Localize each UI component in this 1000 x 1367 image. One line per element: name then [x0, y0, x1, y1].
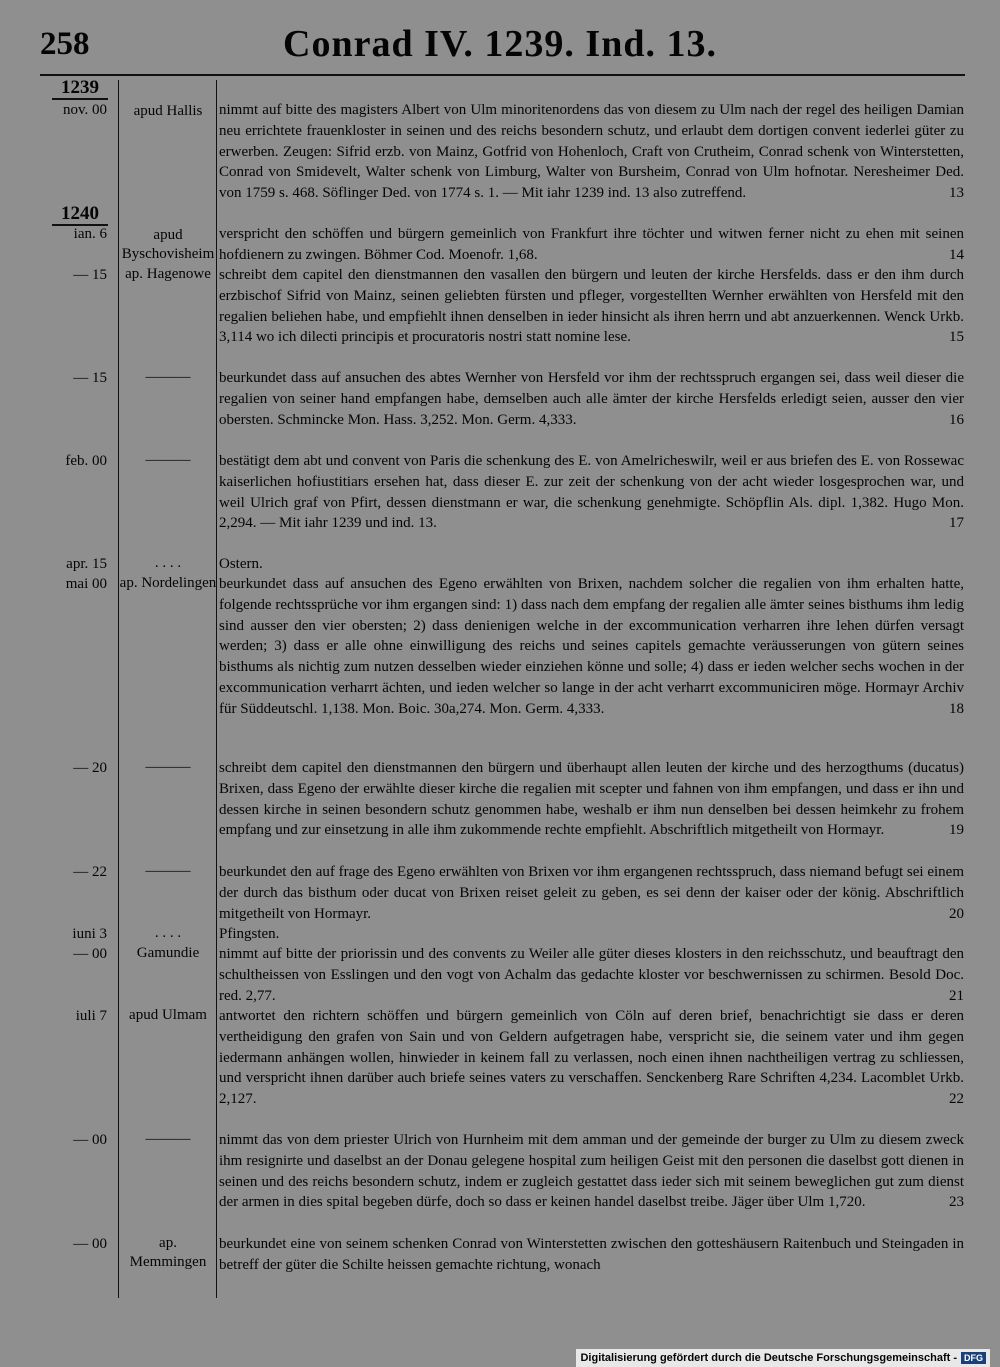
entry-date: ian. 6 — [73, 226, 107, 242]
entry-date: — 00 — [73, 1236, 107, 1252]
entry-text: verspricht den schöffen und bürgern gemeinlich von Frankfurt ihre töchter und witwen ferner nicht zu ehen mit seinen hofdienern zu zwingen. Böhmer Cod. Moenofr. 1,68. 14 — [219, 224, 964, 266]
entry-text: nimmt auf bitte der priorissin und des convents zu Weiler alle güter dieses klosters in den reichsschutz, und beauftragt den schultheissen von Esslingen und den vogt von Achalm das gedachte kloster vor beschwernissen zu schirmen. Besold Doc. red. 2,77. 21 — [219, 944, 964, 1006]
entry-text: schreibt dem capitel den dienstmannen den vasallen den bürgern und leuten der kirche Hersfelds. dass er den ihm durch erzbischof Sifrid von Mainz, seinen geliebten fürsten und pfleger, vorgestellten Wernher erwählten von Hersfeld mit den regalien beliehen habe, und empfiehlt ihnen denselben in ieder hinsicht als ihren herrn und abt anzuerkennen. Wenck Urkb. 3,114 wo ich dilecti principis et procuratoris nostri statt nomine lese. 15 — [219, 265, 964, 348]
entry-number: 18 — [949, 700, 964, 717]
entry-date: iuli 7 — [75, 1008, 107, 1024]
year-heading: 1240 — [52, 204, 108, 226]
entry-text: beurkundet eine von seinem schenken Conrad von Winterstetten zwischen den gotteshäusern Raitenbuch und Steingaden in betreff der güter die Schilte heissen gemachte richtung, wonach — [219, 1236, 964, 1273]
page-number: 258 — [40, 26, 90, 62]
page-header — [0, 22, 1000, 72]
entry-place: Gamundie — [136, 945, 200, 961]
entry-number: 15 — [949, 329, 964, 346]
entry-text: Ostern. — [219, 556, 263, 572]
entry-text: beurkundet dass auf ansuchen des abtes Wernher von Hersfeld vor ihm der rechtsspruch ergangen sei, dass weil dieser die regalien von seiner hand empfangen habe, demselben auch alle ämter der kirche Hersfelds erledigt seien, ausser den vier obersten. Schmincke Mon. Hass. 3,252. Mon. Germ. 4,333. 16 — [219, 368, 964, 430]
entry-date: — 20 — [73, 760, 107, 776]
entry-place: apud Hallis — [133, 103, 203, 119]
entry-number: 21 — [949, 987, 964, 1004]
entry-place: ——— — [145, 863, 191, 879]
entry-place: . . . . — [154, 555, 182, 571]
entry-date: — 00 — [73, 946, 107, 962]
entry-date: — 15 — [73, 267, 107, 283]
entry-text: nimmt auf bitte des magisters Albert von Ulm minoritenordens das von diesem zu Ulm nach der regel des heiligen Damian neu errichtete frauenkloster in seinen und des reichs besondern schutz, und erlaubt dem dortigen convent iederlei güter zu erwerben. Zeugen: Sifrid erzb. von Mainz, Gotfrid von Hohenloch, Craft von Crutheim, Conrad schenk von Winterstetten, Conrad von Smidevelt, Walter schenk von Limburg, Walter von Bursheim, Conrad von Ulm hofnotar. Neresheimer Ded. von 1759 s. 468. Söflinger Ded. von 1774 s. 1. — Mit iahr 1239 ind. 13 also zutreffend. 13 — [219, 100, 964, 204]
regesta-table — [40, 77, 965, 1298]
entry-place: apud Ulmam — [129, 1007, 207, 1023]
entry-number: 13 — [949, 185, 964, 202]
entry-place: ap. Nordelingen — [119, 575, 217, 591]
entry-date: apr. 15 — [66, 556, 107, 572]
entry-text: beurkundet dass auf ansuchen des Egeno erwählten von Brixen, nachdem solcher die regalien von ihm erhalten hatte, folgende rechtssprüche vor ihm ergangen sind: 1) dass nach dem empfang der regalien alle ämter seines bisthums ihm ledig sind ausser den vier obersten; 2) dass denienigen welche in der excommunication verharren ihre lehen dürfen versagt werden; 3) dass er alle ohne einwilligung des reichs und seines capitels gemachte veräusserungen von gütern seines bisthums als nichtig zum nutzen desselben wieder einziehen könne und solle; 4) dass er ieden welcher sechs wochen in der excommunication verharrt ächten, und ieden welcher so lange in der acht verharrt excommuniciren möge. Hormayr Archiv für Süddeutschl. 1,138. Mon. Boic. 30a,274. Mon. Germ. 4,333. 18 — [219, 574, 964, 720]
footer-credit — [576, 1349, 990, 1367]
entry-number: 20 — [949, 905, 964, 922]
entry-text: beurkundet den auf frage des Egeno erwählten von Brixen vor ihm ergangenen rechtsspruch, dass niemand befugt sei einem der durch das bisthum oder ducat von Brixen reiset geleit zu geben, es sei denn der kaiser oder der könig. Abschriftlich mitgetheilt von Hormayr. 20 — [219, 862, 964, 924]
dfg-logo: DFG — [961, 1352, 986, 1364]
entry-number: 23 — [949, 1194, 964, 1211]
entry-number: 16 — [949, 411, 964, 428]
entry-date: — 22 — [73, 864, 107, 880]
entry-date: iuni 3 — [72, 926, 107, 942]
entry-number: 14 — [949, 246, 964, 263]
entry-place: ——— — [145, 369, 191, 385]
running-title: Conrad IV. 1239. Ind. 13. — [283, 23, 717, 65]
entry-date: — 15 — [73, 370, 107, 386]
entry-text: bestätigt dem abt und convent von Paris die schenkung des E. von Amelricheswilr, weil er aus briefen des E. von Rossewac kaiserlichen hofiustitiars ersehen hat, dass dieser E. zur zeit der schenkung von der acht wieder losgesprochen war, und weil Ulrich graf von Pfirt, dessen dienstmann er war, die schenkung genehmigte. Schöpflin Als. dipl. 1,382. Hugo Mon. 2,294. — Mit iahr 1239 und ind. 13. 17 — [219, 451, 964, 534]
entry-place: . . . . — [154, 925, 182, 941]
entry-date: — 00 — [73, 1132, 107, 1148]
year-heading: 1239 — [52, 78, 108, 100]
entry-number: 22 — [949, 1091, 964, 1108]
entry-date: mai 00 — [65, 576, 107, 592]
entry-place: ——— — [145, 1131, 191, 1147]
entry-text: antwortet den richtern schöffen und bürgern gemeinlich von Cöln auf deren brief, benachrichtigt sie dass er deren vertheidigung den grafen von Sain und von Geldern aufgetragen habe, verspricht sie, die seinem vater und ihm gegen iedermann anhängen wollen, hinwieder in keinem fall zu verlassen, noch einen ihnen nachtheiligen vertrag zu schliessen, und verspricht ihnen darüber auch briefe seines vaters zu verschaffen. Senckenberg Rare Schriften 4,234. Lacomblet Urkb. 2,127. 22 — [219, 1006, 964, 1110]
entry-text: schreibt dem capitel den dienstmannen den bürgern und überhaupt allen leuten der kirche und des herzogthums (ducatus) Brixen, dass Egeno der erwählte dieser kirche die regalien mit scepter und fahnen von ihm empfangen, und dass er ihn und dessen kirche in seinen besondern schutz genommen habe, weshalb er ihm nun denselben bei dessen heimkehr zu frohem empfang und zur einsetzung in alle ihm zukommende rechte empfiehlt. Abschriftlich mitgetheilt von Hormayr. 19 — [219, 758, 964, 841]
footer-text: Digitalisierung gefördert durch die Deutsche Forschungsgemeinschaft - — [580, 1352, 957, 1364]
entry-place: ——— — [145, 759, 191, 775]
entry-number: 19 — [949, 822, 964, 839]
entry-date: feb. 00 — [65, 453, 107, 469]
entry-text: Pfingsten. — [219, 926, 280, 942]
entry-place: ——— — [145, 452, 191, 468]
entry-place: ap. Hagenowe — [125, 266, 211, 282]
entry-date: nov. 00 — [62, 102, 107, 118]
entry-place: ap. Memmingen — [129, 1235, 207, 1270]
entry-text: nimmt das von dem priester Ulrich von Hurnheim mit dem amman und der gemeinde der burger zu Ulm zu diesem zweck ihm resignirte und daselbst an der Donau gelegene hospital zum heiligen Geist mit den personen die daselbst gott dienen in seinen und des reichs besondern schutz, indem er zugleich gestattet dass ieder sich mit seinem beweglichen gut zum dienst der armen in dies spital begeben dürfe, doch so dass er keinen handel daselbst treibe. Jäger über Ulm 1,720. 23 — [219, 1130, 964, 1213]
header-rule — [40, 74, 965, 76]
entry-number: 17 — [949, 515, 964, 532]
entry-place: apud Byschovisheim — [121, 227, 215, 262]
